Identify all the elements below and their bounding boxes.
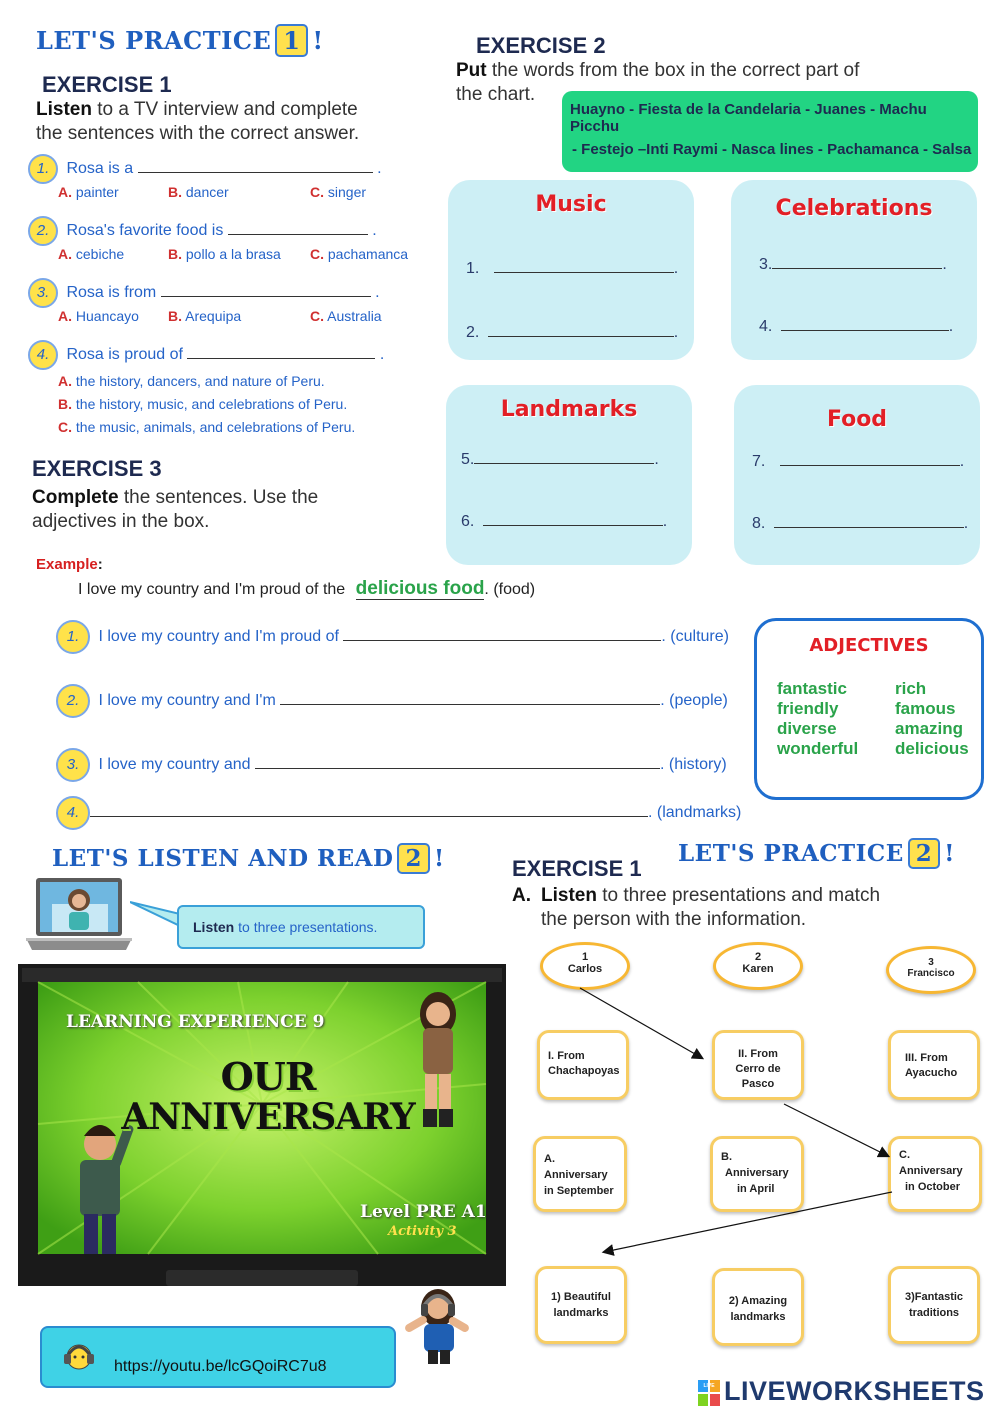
exercise-1-instructions: Listen to a TV interview and complete the sentences with the correct answer. [36,99,360,144]
anniversary-april[interactable]: B. Anniversary in April [710,1136,804,1212]
sentence-3-blank[interactable] [255,768,660,769]
answer-blank-3[interactable] [161,296,371,297]
landmarks-box: Landmarks 5. . 6. . [446,385,692,565]
adjectives-box [754,618,984,800]
listening-avatar-icon [398,1286,472,1366]
answer-blank-1[interactable] [138,172,373,173]
video-level: Level PRE A1 [360,1202,487,1222]
word-box: Huayno - Fiesta de la Candelaria - Juanes - Machu Picchu - Festejo –Inti Raymi - Nasca lines - Pachamanca - Salsa [562,91,978,172]
video-player[interactable] [18,964,506,1286]
exercise-1b-title: EXERCISE 1 [512,856,642,881]
exercise-3-title: EXERCISE 3 [32,456,162,481]
liveworksheets-brand-text: LIVEWORKSHEETS [724,1376,985,1406]
headphones-icon [62,1341,96,1371]
sentence-4: 4. . (landmarks) [56,796,776,830]
celebrations-box: Celebrations 3. . 4. . [731,180,977,360]
music-box: Music 1. . 2. . [448,180,694,360]
anniversary-september[interactable]: A. Anniversary in September [533,1136,627,1212]
sentence-3: 3. I love my country and . (history) [56,748,756,782]
liveworksheets-logo: LIVE LIVEWORKSHEETS [698,1376,998,1408]
sentence-1-blank[interactable] [343,640,661,641]
example-label: Example: [36,556,103,573]
question-1-options: A. painter B. dancer C. singer [58,184,367,200]
sentence-2-blank[interactable] [280,704,660,705]
heading-number-badge: 1 [275,24,308,57]
laptop-illustration [22,876,136,956]
video-activity: Activity 3 [388,1224,457,1239]
adjectives-column-1: fantastic friendly diverse wonderful [777,679,859,758]
answer-blank-4[interactable] [187,358,375,359]
place-chachapoyas[interactable]: I. From Chachapoyas [537,1030,629,1100]
question-2: 2. Rosa's favorite food is . [28,216,448,246]
anniversary-october[interactable]: C. Anniversary in October [888,1136,982,1212]
arrow-carlos-to-cerro-de-pasco [580,988,702,1058]
listen-bubble: Listen to three presentations. [177,905,425,949]
heading-number-badge: 2 [397,843,430,874]
question-4: 4. Rosa is proud of . [28,340,448,370]
music-answer-1[interactable] [494,272,674,273]
food-answer-7[interactable] [780,465,960,466]
exercise-2-title: EXERCISE 2 [476,33,606,58]
sentence-1: 1. I love my country and I'm proud of . (culture) [56,620,756,654]
lets-listen-and-read-heading: LET'S LISTEN AND READ 2 ! [52,845,445,872]
laptop-icon [22,876,136,956]
food-box: Food 7. . 8. . [734,385,980,565]
question-2-options: A. cebiche B. pollo a la brasa C. pachamanca [58,246,409,262]
exercise-1-title: EXERCISE 1 [42,72,172,97]
arrow-cerro-de-pasco-to-october [784,1104,888,1156]
video-link-url[interactable]: https://youtu.be/lcGQoiRC7u8 [114,1358,327,1375]
arrow-october-to-beautiful-landmarks [604,1192,892,1252]
landmarks-answer-5[interactable] [474,463,654,464]
sentence-2: 2. I love my country and I'm . (people) [56,684,756,718]
video-title-line1: OUR [220,1054,316,1099]
speech-pointer [130,900,180,930]
quality-amazing-landmarks[interactable]: 2) Amazing landmarks [712,1268,804,1346]
question-3-options: A. Huancayo B. Arequipa C. Australia [58,308,382,324]
question-1: 1. Rosa is a . [28,154,448,184]
exercise-2-instructions: Put the words from the box in the correct part of the chart. [456,60,860,105]
question-4-options: A. the history, dancers, and nature of Peru. B. the history, music, and celebrations of Peru. C. the music, animals, and celebrations of Peru. [58,373,356,435]
question-3: 3. Rosa is from . [28,278,448,308]
person-francisco[interactable]: 3 Francisco [886,946,976,994]
heading-number-badge: 2 [908,838,941,869]
video-title-line2: ANNIVERSARY [121,1096,415,1138]
place-ayacucho[interactable]: III. From Ayacucho [888,1030,980,1100]
lets-practice-1-heading: LET'S PRACTICE 1 ! [36,26,324,55]
music-answer-2[interactable] [488,336,674,337]
quality-fantastic-traditions[interactable]: 3)Fantastic traditions [888,1266,980,1344]
person-karen[interactable]: 2 Karen [713,942,803,990]
food-answer-8[interactable] [774,527,964,528]
lets-practice-2-heading: LET'S PRACTICE 2 ! [678,840,955,867]
match-arrows [520,980,990,1260]
adjectives-column-2: rich famous amazing delicious [895,679,969,758]
place-cerro-de-pasco[interactable]: II. From Cerro de Pasco [712,1030,804,1100]
celebrations-answer-4[interactable] [781,330,949,331]
example-sentence: I love my country and I'm proud of the delicious food. (food) [78,578,536,599]
video-link-box[interactable] [40,1326,396,1388]
answer-blank-2[interactable] [228,234,368,235]
adjectives-title: ADJECTIVES [809,635,929,656]
celebrations-answer-3[interactable] [772,268,942,269]
video-subtitle: LEARNING EXPERIENCE 9 [66,1012,325,1032]
sentence-4-blank[interactable] [90,816,648,817]
quality-beautiful-landmarks[interactable]: 1) Beautiful landmarks [535,1266,627,1344]
landmarks-answer-6[interactable] [483,525,663,526]
exercise-3-instructions: Complete the sentences. Use the adjectives in the box. [32,487,319,532]
person-carlos[interactable]: 1 Carlos [540,942,630,990]
